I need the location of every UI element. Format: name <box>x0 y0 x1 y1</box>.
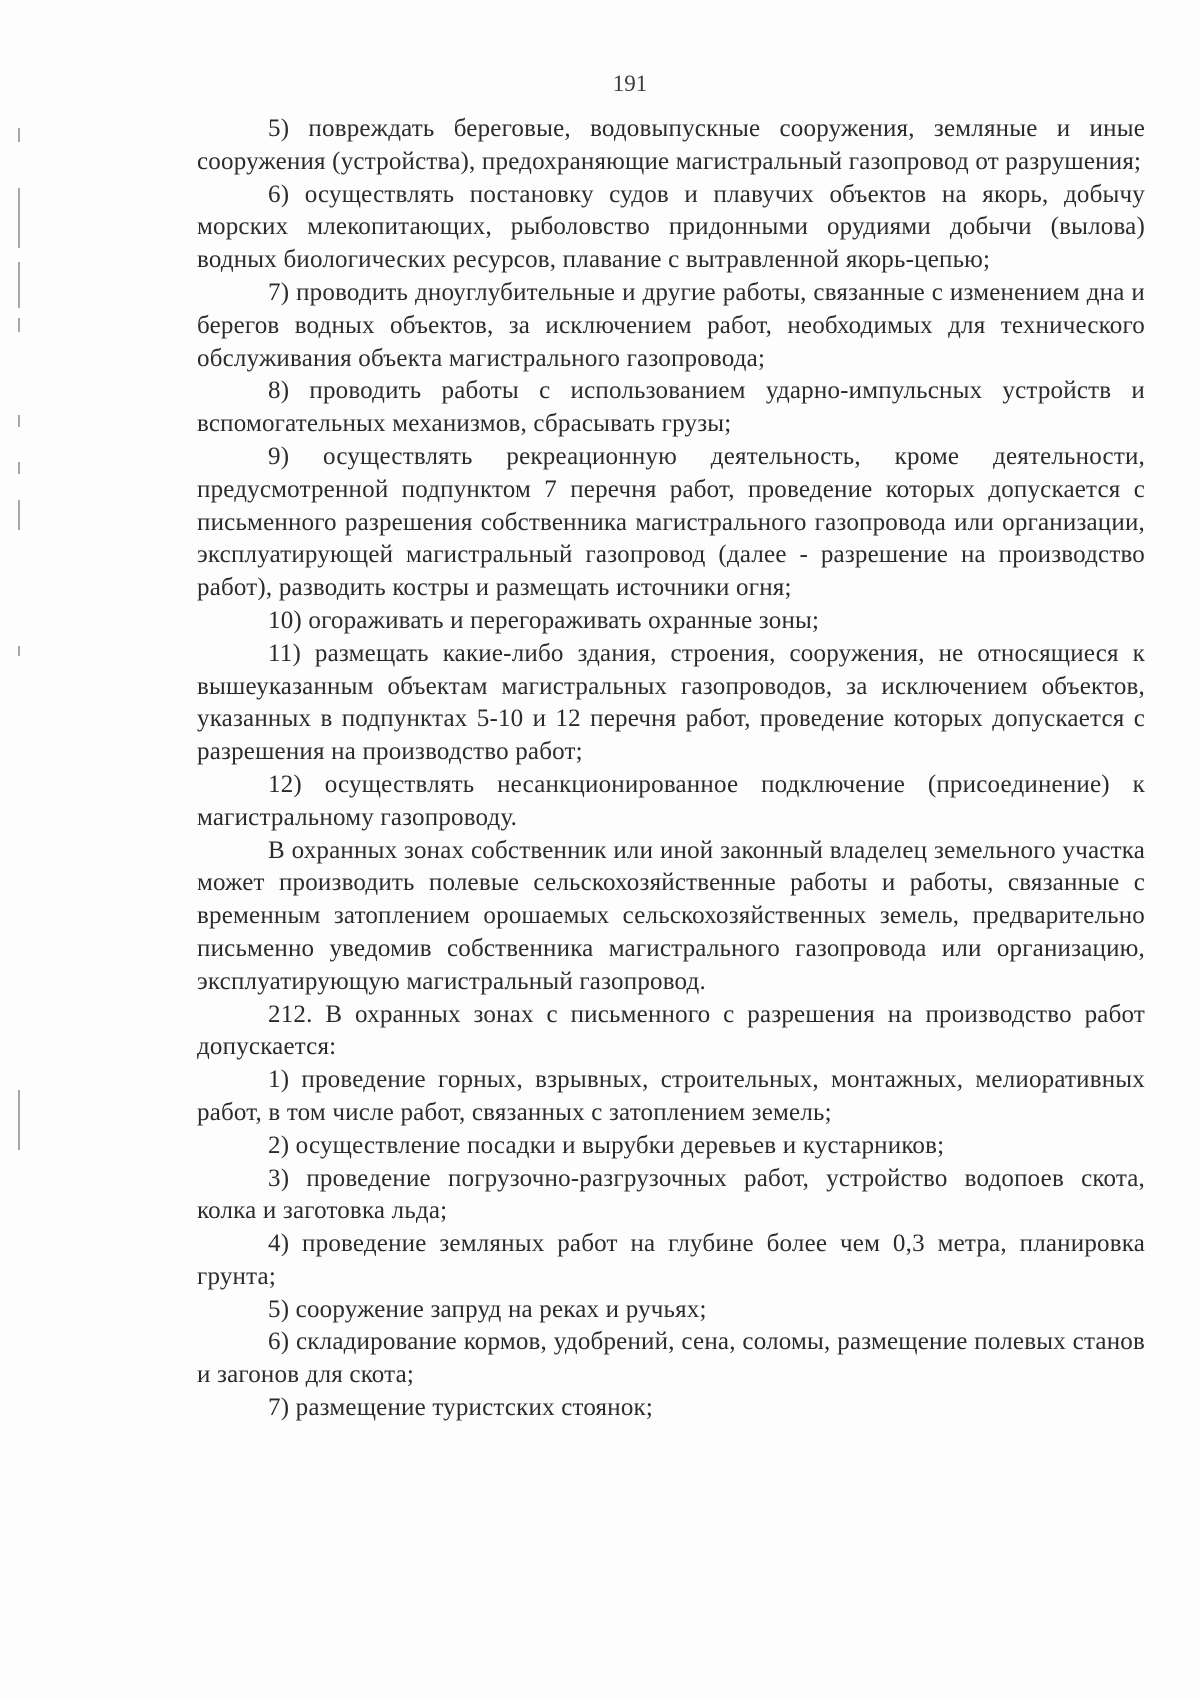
paragraph-allowed-item-3: 3) проведение погрузочно-разгрузочных работ, устройство водопоев скота, колка и заготовка льда; <box>197 1164 1145 1225</box>
paragraph-item-8-impulse-devices: 8) проводить работы с использованием ударно-импульсных устройств и вспомогательных механизмов, сбрасывать грузы; <box>197 377 1145 438</box>
scan-mark <box>18 1090 20 1150</box>
body-text <box>197 113 1145 1425</box>
scan-mark <box>18 415 20 427</box>
scan-mark <box>18 646 20 656</box>
scan-mark <box>18 462 20 474</box>
paragraph-item-5-damage-structures: 5) повреждать береговые, водовыпускные сооружения, земляные и иные сооружения (устройства), предохраняющие магистральный газопровод от разрушения; <box>197 115 1145 175</box>
scan-mark <box>18 262 20 308</box>
scan-margin-marks <box>0 0 30 1698</box>
paragraph-agricultural-works: В охранных зонах собственник или иной законный владелец земельного участка может производить полевые сельскохозяйственные работы и работы, связанные с временным затоплением орошаемых сельскохозяйственных земель, предварительно письменно уведомив собственника магистрального газопровода или организацию, эксплуатирующую магистральный газопровод. <box>197 836 1145 995</box>
scan-mark <box>18 188 20 248</box>
paragraph-allowed-item-2: 2) осуществление посадки и вырубки деревьев и кустарников; <box>268 1131 945 1159</box>
paragraph-allowed-item-1: 1) проведение горных, взрывных, строительных, монтажных, мелиоративных работ, в том числе работ, связанных с затоплением земель; <box>197 1066 1145 1126</box>
paragraph-allowed-item-7: 7) размещение туристских стоянок; <box>268 1394 654 1422</box>
paragraph-item-10-fencing: 10) огораживать и перегораживать охранные зоны; <box>268 606 820 634</box>
scan-mark <box>18 128 20 142</box>
paragraph-allowed-item-4: 4) проведение земляных работ на глубине более чем 0,3 метра, планировка грунта; <box>197 1230 1145 1290</box>
paragraph-item-12-connection: 12) осуществлять несанкционированное подключение (присоединение) к магистральному газопроводу. <box>197 770 1145 831</box>
scan-mark <box>18 318 20 332</box>
paragraph-allowed-item-5: 5) сооружение запруд на реках и ручьях; <box>268 1295 707 1323</box>
paragraph-allowed-item-6: 6) складирование кормов, удобрений, сена, соломы, размещение полевых станов и загонов для скота; <box>197 1328 1145 1389</box>
scan-mark <box>18 500 20 530</box>
paragraph-item-9-recreation: 9) осуществлять рекреационную деятельность, кроме деятельности, предусмотренной подпунктом 7 перечня работ, проведение которых допускается с письменного разрешения собственника магистрального газопровода или организации, эксплуатирующей магистральный газопровод (далее - разрешение на производство работ), разводить костры и размещать источники огня; <box>197 442 1145 602</box>
paragraph-item-7-dredging: 7) проводить дноуглубительные и другие работы, связанные с изменением дна и берегов водных объектов, за исключением работ, необходимых для технического обслуживания объекта магистрального газопровода; <box>197 278 1145 372</box>
paragraph-item-6-anchoring: 6) осуществлять постановку судов и плавучих объектов на якорь, добычу морских млекопитающих, рыболовство придонными орудиями добычи (вылова) водных биологических ресурсов, плавание с вытравленной якорь-цепью; <box>197 180 1145 274</box>
page-number: 191 <box>612 71 648 96</box>
paragraph-item-11-buildings: 11) размещать какие-либо здания, строения, сооружения, не относящиеся к вышеуказанным объектам магистральных газопроводов, за исключением объектов, указанных в подпунктах 5-10 и 12 перечня работ, проведение которых допускается с разрешения на производство работ; <box>197 639 1145 766</box>
paragraph-clause-212: 212. В охранных зонах с письменного с разрешения на производство работ допускается: <box>197 1000 1145 1061</box>
